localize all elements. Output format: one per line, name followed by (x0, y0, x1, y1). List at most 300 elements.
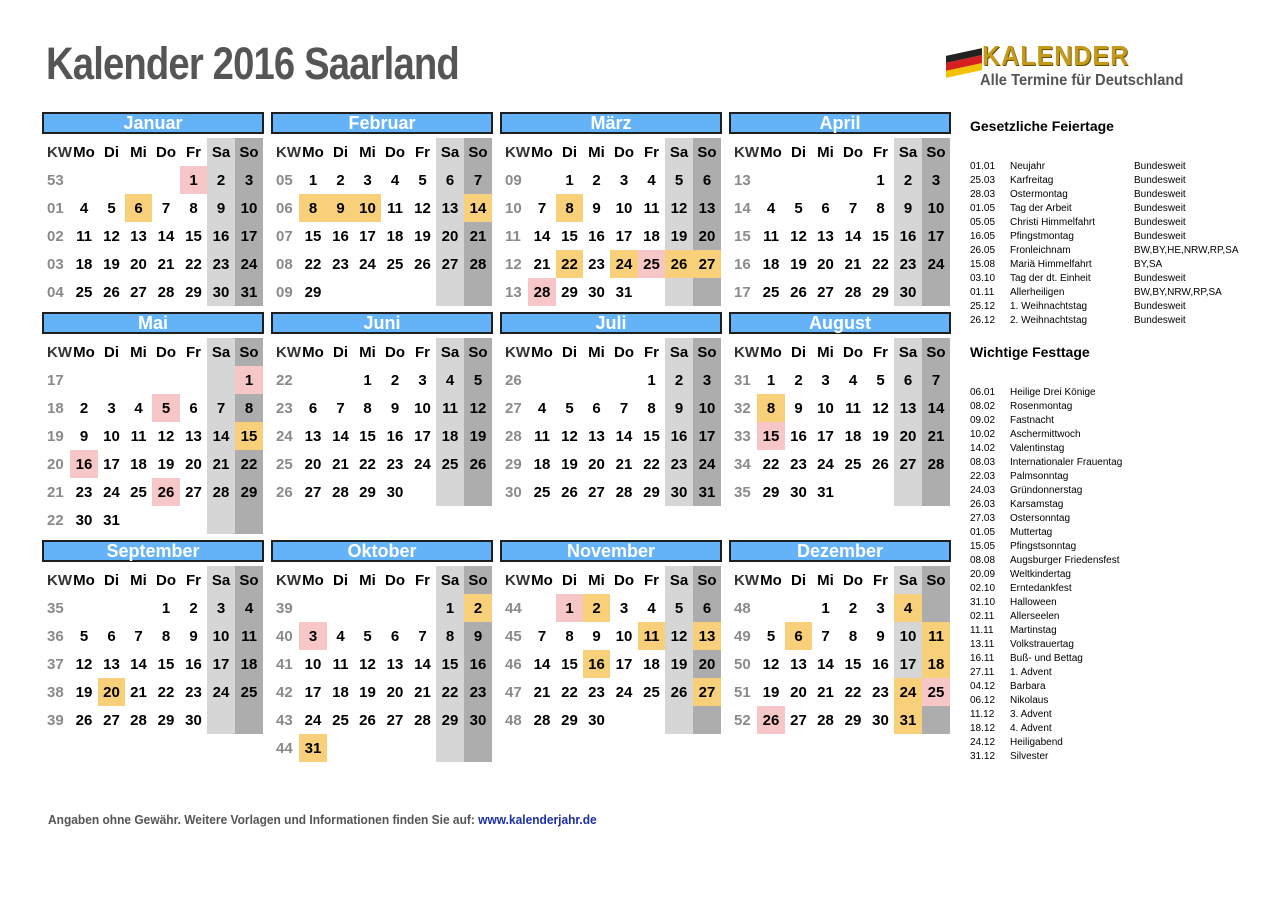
day-cell[interactable]: 17 (615, 227, 633, 245)
day-cell[interactable]: 13 (817, 227, 834, 245)
day-cell[interactable]: 6 (693, 166, 721, 194)
day-cell[interactable]: 29 (561, 283, 578, 301)
day-cell[interactable]: 24 (103, 483, 120, 501)
day-cell[interactable]: 5 (565, 399, 574, 417)
day-cell[interactable]: 22 (556, 250, 583, 278)
day-cell[interactable]: 19 (665, 222, 693, 250)
day-cell[interactable]: 8 (876, 199, 885, 217)
day-cell[interactable]: 20 (894, 422, 922, 450)
day-cell[interactable]: 2 (464, 594, 492, 622)
day-cell[interactable]: 28 (922, 450, 950, 478)
day-cell[interactable]: 22 (561, 683, 578, 701)
day-cell[interactable]: 20 (436, 222, 464, 250)
day-cell[interactable]: 25 (922, 678, 950, 706)
day-cell[interactable]: 30 (386, 483, 404, 501)
day-cell[interactable]: 5 (665, 594, 693, 622)
day-cell[interactable]: 7 (922, 366, 950, 394)
day-cell[interactable]: 18 (235, 650, 263, 678)
day-cell[interactable]: 4 (79, 199, 89, 217)
day-cell[interactable]: 23 (894, 250, 922, 278)
day-cell[interactable]: 19 (561, 455, 578, 473)
day-cell[interactable]: 9 (665, 394, 693, 422)
day-cell[interactable]: 31 (103, 511, 120, 529)
day-cell[interactable]: 11 (130, 427, 147, 445)
day-cell[interactable]: 4 (848, 371, 858, 389)
day-cell[interactable]: 15 (643, 427, 660, 445)
day-cell[interactable]: 28 (332, 483, 349, 501)
day-cell[interactable]: 14 (332, 427, 349, 445)
day-cell[interactable]: 29 (185, 283, 202, 301)
day-cell[interactable]: 26 (414, 255, 431, 273)
day-cell[interactable]: 22 (157, 683, 175, 701)
day-cell[interactable]: 12 (359, 655, 376, 673)
day-cell[interactable]: 13 (588, 427, 605, 445)
day-cell[interactable]: 20 (130, 255, 147, 273)
day-cell[interactable]: 6 (308, 399, 318, 417)
day-cell[interactable]: 30 (464, 706, 492, 734)
day-cell[interactable]: 19 (762, 683, 780, 701)
day-cell[interactable]: 14 (533, 655, 551, 673)
day-cell[interactable]: 15 (304, 227, 322, 245)
day-cell[interactable]: 14 (817, 655, 834, 673)
day-cell[interactable]: 12 (872, 399, 889, 417)
day-cell[interactable]: 16 (583, 650, 610, 678)
day-cell[interactable]: 22 (844, 683, 862, 701)
brand-logo[interactable] (946, 40, 1216, 98)
day-cell[interactable]: 25 (533, 483, 551, 501)
day-cell[interactable]: 19 (665, 650, 693, 678)
day-cell[interactable]: 16 (185, 655, 202, 673)
day-cell[interactable]: 21 (130, 683, 147, 701)
day-cell[interactable]: 6 (390, 627, 400, 645)
day-cell[interactable]: 21 (207, 450, 235, 478)
day-cell[interactable]: 19 (157, 455, 175, 473)
day-cell[interactable]: 25 (436, 450, 464, 478)
day-cell[interactable]: 15 (561, 655, 578, 673)
day-cell[interactable]: 7 (161, 199, 171, 217)
day-cell[interactable]: 10 (693, 394, 721, 422)
day-cell[interactable]: 1 (647, 371, 656, 389)
day-cell[interactable]: 20 (185, 455, 202, 473)
day-cell[interactable]: 5 (665, 166, 693, 194)
day-cell[interactable]: 26 (872, 455, 889, 473)
day-cell[interactable]: 28 (414, 711, 431, 729)
day-cell[interactable]: 11 (76, 227, 92, 245)
day-cell[interactable]: 5 (794, 199, 803, 217)
day-cell[interactable]: 7 (821, 627, 830, 645)
day-cell[interactable]: 12 (103, 227, 120, 245)
day-cell[interactable]: 15 (757, 422, 785, 450)
day-cell[interactable]: 12 (561, 427, 578, 445)
day-cell[interactable]: 12 (464, 394, 492, 422)
day-cell[interactable]: 12 (75, 655, 93, 673)
day-cell[interactable]: 9 (189, 627, 198, 645)
day-cell[interactable]: 28 (464, 250, 492, 278)
day-cell[interactable]: 23 (185, 683, 202, 701)
day-cell[interactable]: 29 (235, 478, 263, 506)
day-cell[interactable]: 10 (615, 199, 633, 217)
day-cell[interactable]: 14 (207, 422, 235, 450)
day-cell[interactable]: 3 (299, 622, 327, 650)
day-cell[interactable]: 2 (592, 171, 601, 189)
day-cell[interactable]: 4 (436, 366, 464, 394)
day-cell[interactable]: 26 (464, 450, 492, 478)
day-cell[interactable]: 8 (161, 627, 171, 645)
day-cell[interactable]: 1 (308, 171, 318, 189)
day-cell[interactable]: 5 (79, 627, 89, 645)
day-cell[interactable]: 14 (922, 394, 950, 422)
day-cell[interactable]: 16 (70, 450, 98, 478)
day-cell[interactable]: 5 (418, 171, 427, 189)
day-cell[interactable]: 13 (386, 655, 404, 673)
day-cell[interactable]: 26 (152, 478, 180, 506)
day-cell[interactable]: 29 (643, 483, 660, 501)
day-cell[interactable]: 8 (757, 394, 785, 422)
day-cell[interactable]: 1 (363, 371, 372, 389)
day-cell[interactable]: 11 (436, 394, 464, 422)
day-cell[interactable]: 3 (235, 166, 263, 194)
day-cell[interactable]: 27 (386, 711, 404, 729)
day-cell[interactable]: 10 (304, 655, 322, 673)
day-cell[interactable]: 18 (332, 683, 349, 701)
day-cell[interactable]: 16 (332, 227, 349, 245)
day-cell[interactable]: 12 (790, 227, 807, 245)
day-cell[interactable]: 29 (561, 711, 578, 729)
day-cell[interactable]: 24 (922, 250, 950, 278)
day-cell[interactable]: 29 (762, 483, 780, 501)
day-cell[interactable]: 30 (207, 278, 235, 306)
day-cell[interactable]: 31 (894, 706, 922, 734)
day-cell[interactable]: 20 (304, 455, 322, 473)
day-cell[interactable]: 6 (894, 366, 922, 394)
day-cell[interactable]: 2 (665, 366, 693, 394)
day-cell[interactable]: 8 (565, 627, 574, 645)
day-cell[interactable]: 3 (418, 371, 427, 389)
day-cell[interactable]: 10 (894, 622, 922, 650)
day-cell[interactable]: 3 (922, 166, 950, 194)
day-cell[interactable]: 19 (75, 683, 93, 701)
day-cell[interactable]: 20 (817, 255, 834, 273)
day-cell[interactable]: 25 (235, 678, 263, 706)
day-cell[interactable]: 6 (189, 399, 198, 417)
day-cell[interactable]: 2 (79, 399, 89, 417)
day-cell[interactable]: 16 (894, 222, 922, 250)
day-cell[interactable]: 1 (161, 599, 171, 617)
day-cell[interactable]: 5 (152, 394, 180, 422)
day-cell[interactable]: 2 (390, 371, 400, 389)
day-cell[interactable]: 5 (766, 627, 776, 645)
day-cell[interactable]: 26 (359, 711, 376, 729)
day-cell[interactable]: 25 (844, 455, 862, 473)
day-cell[interactable]: 29 (436, 706, 464, 734)
day-cell[interactable]: 25 (75, 283, 93, 301)
day-cell[interactable]: 21 (615, 455, 633, 473)
day-cell[interactable]: 18 (643, 227, 660, 245)
day-cell[interactable]: 2 (894, 166, 922, 194)
day-cell[interactable]: 27 (103, 711, 120, 729)
day-cell[interactable]: 30 (790, 483, 807, 501)
day-cell[interactable]: 23 (588, 255, 605, 273)
day-cell[interactable]: 24 (207, 678, 235, 706)
day-cell[interactable]: 16 (790, 427, 807, 445)
day-cell[interactable]: 16 (872, 655, 889, 673)
day-cell[interactable]: 18 (436, 422, 464, 450)
day-cell[interactable]: 1 (556, 594, 583, 622)
day-cell[interactable]: 29 (872, 283, 889, 301)
day-cell[interactable]: 19 (359, 683, 376, 701)
day-cell[interactable]: 19 (103, 255, 120, 273)
day-cell[interactable]: 3 (207, 594, 235, 622)
day-cell[interactable]: 11 (922, 622, 950, 650)
day-cell[interactable]: 9 (592, 199, 601, 217)
day-cell[interactable]: 11 (534, 427, 550, 445)
day-cell[interactable]: 4 (134, 399, 143, 417)
day-cell[interactable]: 1 (876, 171, 885, 189)
day-cell[interactable]: 25 (386, 255, 404, 273)
day-cell[interactable]: 11 (332, 655, 349, 673)
day-cell[interactable]: 2 (583, 594, 610, 622)
day-cell[interactable]: 22 (185, 255, 202, 273)
day-cell[interactable]: 24 (359, 255, 376, 273)
day-cell[interactable]: 3 (619, 599, 629, 617)
day-cell[interactable]: 16 (665, 422, 693, 450)
day-cell[interactable]: 30 (588, 711, 605, 729)
day-cell[interactable]: 13 (185, 427, 202, 445)
day-cell[interactable]: 17 (817, 427, 834, 445)
day-cell[interactable]: 18 (643, 655, 660, 673)
day-cell[interactable]: 14 (533, 227, 551, 245)
day-cell[interactable]: 12 (665, 194, 693, 222)
day-cell[interactable]: 23 (75, 483, 93, 501)
day-cell[interactable]: 4 (647, 171, 656, 189)
day-cell[interactable]: 13 (894, 394, 922, 422)
day-cell[interactable]: 6 (785, 622, 812, 650)
day-cell[interactable]: 27 (817, 283, 834, 301)
day-cell[interactable]: 3 (363, 171, 372, 189)
day-cell[interactable]: 24 (610, 250, 638, 278)
day-cell[interactable]: 6 (125, 194, 152, 222)
day-cell[interactable]: 26 (75, 711, 93, 729)
day-cell[interactable]: 21 (464, 222, 492, 250)
day-cell[interactable]: 7 (848, 199, 858, 217)
day-cell[interactable]: 30 (665, 478, 693, 506)
day-cell[interactable]: 2 (848, 599, 858, 617)
day-cell[interactable]: 21 (157, 255, 175, 273)
day-cell[interactable]: 31 (235, 278, 263, 306)
day-cell[interactable]: 19 (872, 427, 889, 445)
day-cell[interactable]: 9 (390, 399, 400, 417)
day-cell[interactable]: 1 (821, 599, 830, 617)
day-cell[interactable]: 18 (844, 427, 862, 445)
day-cell[interactable]: 10 (922, 194, 950, 222)
day-cell[interactable]: 2 (336, 171, 345, 189)
day-cell[interactable]: 7 (418, 627, 427, 645)
day-cell[interactable]: 12 (665, 622, 693, 650)
day-cell[interactable]: 22 (359, 455, 376, 473)
day-cell[interactable]: 13 (693, 622, 721, 650)
day-cell[interactable]: 28 (615, 483, 633, 501)
day-cell[interactable]: 4 (766, 199, 776, 217)
day-cell[interactable]: 28 (130, 711, 147, 729)
day-cell[interactable]: 28 (817, 711, 834, 729)
day-cell[interactable]: 6 (436, 166, 464, 194)
day-cell[interactable]: 26 (790, 283, 807, 301)
day-cell[interactable]: 4 (537, 399, 547, 417)
day-cell[interactable]: 20 (588, 455, 605, 473)
day-cell[interactable]: 2 (207, 166, 235, 194)
day-cell[interactable]: 31 (615, 283, 633, 301)
day-cell[interactable]: 16 (207, 222, 235, 250)
day-cell[interactable]: 30 (75, 511, 93, 529)
day-cell[interactable]: 4 (235, 594, 263, 622)
day-cell[interactable]: 5 (363, 627, 372, 645)
day-cell[interactable]: 14 (464, 194, 492, 222)
day-cell[interactable]: 3 (821, 371, 830, 389)
day-cell[interactable]: 15 (872, 227, 889, 245)
day-cell[interactable]: 20 (693, 222, 721, 250)
day-cell[interactable]: 29 (157, 711, 175, 729)
day-cell[interactable]: 24 (817, 455, 834, 473)
day-cell[interactable]: 11 (638, 622, 665, 650)
day-cell[interactable]: 31 (693, 478, 721, 506)
day-cell[interactable]: 16 (588, 227, 605, 245)
day-cell[interactable]: 9 (894, 194, 922, 222)
day-cell[interactable]: 13 (304, 427, 322, 445)
day-cell[interactable]: 24 (304, 711, 322, 729)
day-cell[interactable]: 15 (844, 655, 862, 673)
day-cell[interactable]: 22 (643, 455, 660, 473)
day-cell[interactable]: 13 (103, 655, 120, 673)
day-cell[interactable]: 23 (207, 250, 235, 278)
day-cell[interactable]: 10 (235, 194, 263, 222)
day-cell[interactable]: 10 (207, 622, 235, 650)
day-cell[interactable]: 23 (386, 455, 404, 473)
day-cell[interactable]: 8 (235, 394, 263, 422)
day-cell[interactable]: 6 (107, 627, 116, 645)
day-cell[interactable]: 23 (588, 683, 605, 701)
day-cell[interactable]: 24 (615, 683, 633, 701)
day-cell[interactable]: 15 (235, 422, 263, 450)
day-cell[interactable]: 7 (464, 166, 492, 194)
day-cell[interactable]: 2 (189, 599, 198, 617)
day-cell[interactable]: 17 (235, 222, 263, 250)
day-cell[interactable]: 31 (817, 483, 834, 501)
day-cell[interactable]: 12 (414, 199, 431, 217)
day-cell[interactable]: 18 (533, 455, 551, 473)
day-cell[interactable]: 14 (615, 427, 633, 445)
day-cell[interactable]: 9 (876, 627, 885, 645)
day-cell[interactable]: 1 (180, 166, 207, 194)
day-cell[interactable]: 21 (533, 683, 551, 701)
day-cell[interactable]: 3 (876, 599, 885, 617)
day-cell[interactable]: 23 (332, 255, 349, 273)
day-cell[interactable]: 31 (299, 734, 327, 762)
day-cell[interactable]: 22 (872, 255, 889, 273)
day-cell[interactable]: 30 (588, 283, 605, 301)
day-cell[interactable]: 27 (790, 711, 807, 729)
day-cell[interactable]: 20 (790, 683, 807, 701)
day-cell[interactable]: 9 (207, 194, 235, 222)
day-cell[interactable]: 17 (615, 655, 633, 673)
day-cell[interactable]: 14 (414, 655, 431, 673)
day-cell[interactable]: 10 (817, 399, 834, 417)
day-cell[interactable]: 28 (533, 711, 551, 729)
day-cell[interactable]: 8 (189, 199, 198, 217)
day-cell[interactable]: 15 (185, 227, 202, 245)
day-cell[interactable]: 30 (185, 711, 202, 729)
day-cell[interactable]: 7 (537, 199, 547, 217)
day-cell[interactable]: 8 (647, 399, 656, 417)
day-cell[interactable]: 10 (354, 194, 381, 222)
day-cell[interactable]: 24 (894, 678, 922, 706)
day-cell[interactable]: 20 (386, 683, 404, 701)
day-cell[interactable]: 7 (134, 627, 143, 645)
day-cell[interactable]: 6 (693, 594, 721, 622)
day-cell[interactable]: 9 (327, 194, 354, 222)
day-cell[interactable]: 8 (363, 399, 372, 417)
day-cell[interactable]: 11 (235, 622, 263, 650)
day-cell[interactable]: 24 (414, 455, 431, 473)
day-cell[interactable]: 11 (387, 199, 403, 217)
day-cell[interactable]: 7 (336, 399, 345, 417)
day-cell[interactable]: 6 (592, 399, 601, 417)
day-cell[interactable]: 29 (844, 711, 862, 729)
day-cell[interactable]: 9 (464, 622, 492, 650)
day-cell[interactable]: 6 (821, 199, 830, 217)
day-cell[interactable]: 22 (235, 450, 263, 478)
day-cell[interactable]: 17 (414, 427, 431, 445)
day-cell[interactable]: 11 (845, 399, 861, 417)
day-cell[interactable]: 4 (894, 594, 922, 622)
day-cell[interactable]: 11 (643, 199, 660, 217)
day-cell[interactable]: 3 (693, 366, 721, 394)
footer-link[interactable]: www.kalenderjahr.de (478, 812, 597, 827)
day-cell[interactable]: 16 (464, 650, 492, 678)
day-cell[interactable]: 23 (665, 450, 693, 478)
day-cell[interactable]: 12 (762, 655, 780, 673)
day-cell[interactable]: 1 (766, 371, 776, 389)
day-cell[interactable]: 26 (103, 283, 120, 301)
day-cell[interactable]: 27 (693, 678, 721, 706)
day-cell[interactable]: 27 (130, 283, 147, 301)
day-cell[interactable]: 30 (894, 278, 922, 306)
day-cell[interactable]: 25 (643, 683, 660, 701)
day-cell[interactable]: 23 (464, 678, 492, 706)
day-cell[interactable]: 15 (436, 650, 464, 678)
day-cell[interactable]: 8 (556, 194, 583, 222)
day-cell[interactable]: 27 (436, 250, 464, 278)
day-cell[interactable]: 27 (693, 250, 721, 278)
day-cell[interactable]: 9 (592, 627, 601, 645)
day-cell[interactable]: 26 (561, 483, 578, 501)
day-cell[interactable]: 21 (533, 255, 551, 273)
day-cell[interactable]: 17 (922, 222, 950, 250)
day-cell[interactable]: 4 (390, 171, 400, 189)
day-cell[interactable]: 14 (130, 655, 147, 673)
day-cell[interactable]: 25 (130, 483, 147, 501)
day-cell[interactable]: 11 (763, 227, 779, 245)
day-cell[interactable]: 4 (647, 599, 656, 617)
day-cell[interactable]: 4 (336, 627, 345, 645)
day-cell[interactable]: 24 (235, 250, 263, 278)
day-cell[interactable]: 3 (619, 171, 629, 189)
day-cell[interactable]: 30 (872, 711, 889, 729)
day-cell[interactable]: 10 (103, 427, 120, 445)
day-cell[interactable]: 21 (414, 683, 431, 701)
day-cell[interactable]: 22 (436, 678, 464, 706)
day-cell[interactable]: 17 (103, 455, 120, 473)
day-cell[interactable]: 1 (565, 171, 574, 189)
